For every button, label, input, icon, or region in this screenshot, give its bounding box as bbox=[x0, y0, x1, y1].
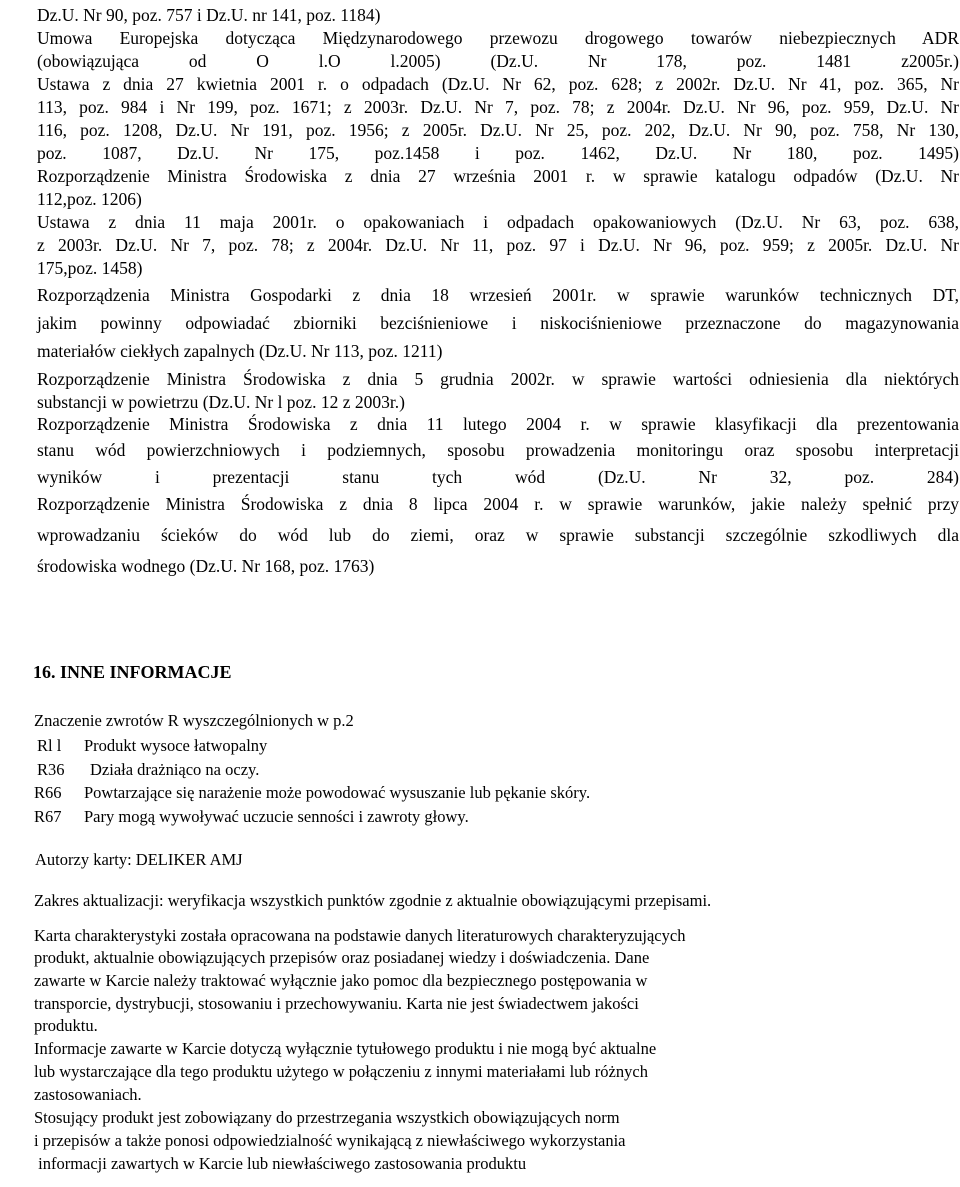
legal-line: Umowa Europejska dotycząca Międzynarodowego przewozu drogowego towarów niebezpiecznych ADR bbox=[37, 28, 959, 48]
legal-line: 113, poz. 984 i Nr 199, poz. 1671; z 2003r. Dz.U. Nr 7, poz. 78; z 2004r. Dz.U. Nr 96, poz. 959, Dz.U. Nr bbox=[37, 97, 959, 117]
legal-line: 175,poz. 1458) bbox=[37, 258, 143, 278]
r-phrase-text: Produkt wysoce łatwopalny bbox=[84, 736, 268, 755]
disclaimer-line: Informacje zawarte w Karcie dotyczą wyłącznie tytułowego produktu i nie mogą być aktualne bbox=[34, 1039, 657, 1058]
legal-line: jakim powinny odpowiadać zbiorniki bezciśnieniowe i niskociśnieniowe przeznaczone do magazynowania bbox=[37, 313, 959, 333]
authors: Autorzy karty: DELIKER AMJ bbox=[35, 850, 243, 869]
disclaimer-line: Karta charakterystyki została opracowana na podstawie danych literaturowych charakteryzujących bbox=[34, 926, 686, 945]
legal-line: substancji w powietrzu (Dz.U. Nr l poz. 12 z 2003r.) bbox=[37, 392, 405, 412]
legal-line: Rozporządzenie Ministra Środowiska z dnia 11 lutego 2004 r. w sprawie klasyfikacji dla prezentowania bbox=[37, 414, 959, 434]
legal-line: Rozporządzenie Ministra Środowiska z dnia 27 września 2001 r. w sprawie katalogu odpadów (Dz.U. Nr bbox=[37, 166, 959, 186]
r-phrase-code: R66 bbox=[34, 783, 62, 802]
disclaimer-line: i przepisów a także ponosi odpowiedzialność wynikającą z niewłaściwego wykorzystania bbox=[34, 1131, 626, 1150]
disclaimer-line: transporcie, dystrybucji, stosowaniu i przechowywaniu. Karta nie jest świadectwem jakości bbox=[34, 994, 639, 1013]
disclaimer-line: lub wystarczające dla tego produktu użytego w połączeniu z innymi materiałami lub różnych bbox=[34, 1062, 648, 1081]
section-heading: 16. INNE INFORMACJE bbox=[33, 662, 232, 682]
legal-line: (obowiązująca od O l.O l.2005) (Dz.U. Nr 178, poz. 1481 z2005r.) bbox=[37, 51, 959, 71]
legal-line: materiałów ciekłych zapalnych (Dz.U. Nr 113, poz. 1211) bbox=[37, 341, 443, 361]
r-phrase-code: R36 bbox=[37, 760, 65, 779]
legal-line: środowiska wodnego (Dz.U. Nr 168, poz. 1763) bbox=[37, 556, 375, 576]
disclaimer-line: zastosowaniach. bbox=[34, 1085, 142, 1104]
r-phrases-intro: Znaczenie zwrotów R wyszczególnionych w p.2 bbox=[34, 711, 354, 730]
legal-line: 116, poz. 1208, Dz.U. Nr 191, poz. 1956; z 2005r. Dz.U. Nr 25, poz. 202, Dz.U. Nr 90, poz. 758, Nr 130, bbox=[37, 120, 959, 140]
legal-line: wprowadzaniu ścieków do wód lub do ziemi, oraz w sprawie substancji szczególnie szkodliwych dla bbox=[37, 525, 959, 545]
legal-line: wyników i prezentacji stanu tych wód (Dz.U. Nr 32, poz. 284) bbox=[37, 467, 959, 487]
legal-line: poz. 1087, Dz.U. Nr 175, poz.1458 i poz. 1462, Dz.U. Nr 180, poz. 1495) bbox=[37, 143, 959, 163]
r-phrase-text: Powtarzające się narażenie może powodować wysuszanie lub pękanie skóry. bbox=[84, 783, 591, 802]
disclaimer-line: Stosujący produkt jest zobowiązany do przestrzegania wszystkich obowiązujących norm bbox=[34, 1108, 620, 1127]
legal-line: Rozporządzenia Ministra Gospodarki z dnia 18 wrzesień 2001r. w sprawie warunków technicznych DT, bbox=[37, 285, 959, 305]
legal-line: stanu wód powierzchniowych i podziemnych, sposobu prowadzenia monitoringu oraz sposobu interpretacji bbox=[37, 440, 959, 460]
disclaimer-line: zawarte w Karcie należy traktować wyłącznie jako pomoc dla bezpiecznego postępowania w bbox=[34, 971, 648, 990]
legal-line: 112,poz. 1206) bbox=[37, 189, 142, 209]
disclaimer-line: produkt, aktualnie obowiązujących przepisów oraz posiadanej wiedzy i doświadczenia. Dane bbox=[34, 948, 650, 967]
legal-line: z 2003r. Dz.U. Nr 7, poz. 78; z 2004r. Dz.U. Nr 11, poz. 97 i Dz.U. Nr 96, poz. 959; z 2005r. Dz.U. Nr bbox=[37, 235, 959, 255]
r-phrase-text: Pary mogą wywoływać uczucie senności i zawroty głowy. bbox=[84, 807, 469, 826]
legal-line: Ustawa z dnia 27 kwietnia 2001 r. o odpadach (Dz.U. Nr 62, poz. 628; z 2002r. Dz.U. Nr 41, poz. 365, Nr bbox=[37, 74, 959, 94]
r-phrase-code: Rl l bbox=[37, 736, 62, 755]
r-phrase-text: Działa drażniąco na oczy. bbox=[90, 760, 260, 779]
legal-line: Rozporządzenie Ministra Środowiska z dnia 5 grudnia 2002r. w sprawie wartości odniesienia dla niektórych bbox=[37, 369, 959, 389]
legal-line: Rozporządzenie Ministra Środowiska z dnia 8 lipca 2004 r. w sprawie warunków, jakie należy spełnić przy bbox=[37, 494, 959, 514]
disclaimer-line: produktu. bbox=[34, 1016, 98, 1035]
r-phrase-code: R67 bbox=[34, 807, 62, 826]
legal-line: Ustawa z dnia 11 maja 2001r. o opakowaniach i odpadach opakowaniowych (Dz.U. Nr 63, poz. 638, bbox=[37, 212, 959, 232]
legal-line: Dz.U. Nr 90, poz. 757 i Dz.U. nr 141, poz. 1184) bbox=[37, 5, 381, 25]
disclaimer-line: informacji zawartych w Karcie lub niewłaściwego zastosowania produktu bbox=[34, 1154, 527, 1173]
update-scope: Zakres aktualizacji: weryfikacja wszystkich punktów zgodnie z aktualnie obowiązującymi przepisami. bbox=[34, 891, 712, 910]
